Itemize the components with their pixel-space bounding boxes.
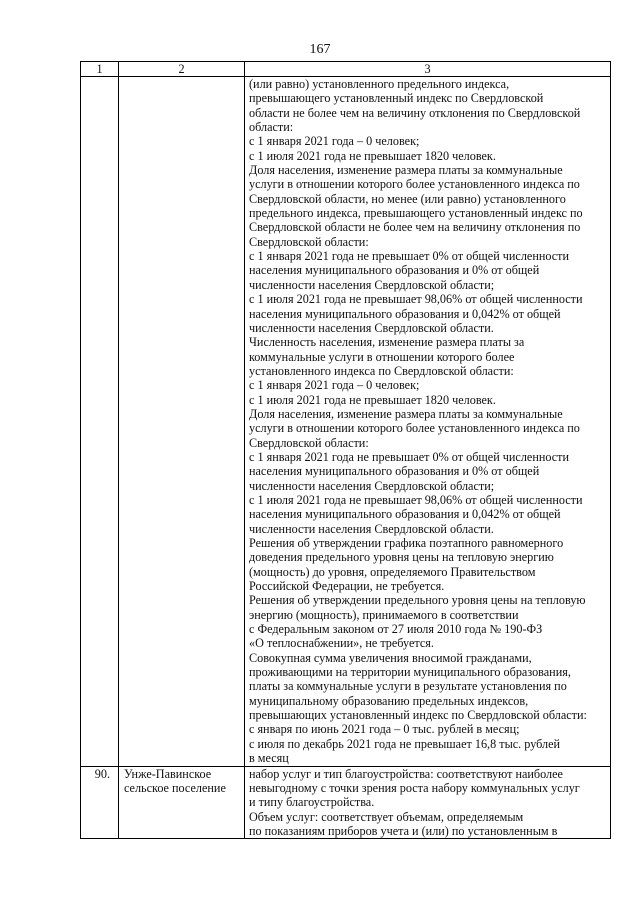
text-line: Унже-Павинское <box>124 766 212 781</box>
text-line: численности населения Свердловской области; <box>249 478 495 493</box>
text-line: Доля населения, изменение размера платы за коммунальные <box>249 406 563 421</box>
text-line: Совокупная сумма увеличения вносимой гражданами, <box>249 650 532 665</box>
text-line: с 1 июля 2021 года не превышает 1820 человек. <box>249 148 496 163</box>
text-line: населения муниципального образования и 0% от общей <box>249 464 540 479</box>
header-col-2: 2 <box>119 62 245 77</box>
text-line: с 1 июля 2021 года не превышает 1820 человек. <box>249 392 496 407</box>
text-line: Решения об утверждении предельного уровня цены на тепловую <box>249 593 586 608</box>
text-line: численности населения Свердловской области. <box>249 521 494 536</box>
text-line: превышающего установленный индекс по Свердловской <box>249 91 544 106</box>
text-line: Численность населения, изменение размера платы за <box>249 335 525 350</box>
text-line: проживающими на территории муниципального образования, <box>249 665 571 680</box>
text-line: численности населения Свердловской области. <box>249 320 494 335</box>
text-line: населения муниципального образования и 0% от общей <box>249 263 540 278</box>
text-line: с января по июнь 2021 года – 0 тыс. рублей в месяц; <box>249 722 520 737</box>
table-row-90 <box>81 766 611 839</box>
text-line: набор услуг и тип благоустройства: соответствуют наиболее <box>249 766 563 781</box>
text-line: Свердловской области: <box>249 234 369 249</box>
text-line: с 1 января 2021 года – 0 человек; <box>249 378 420 393</box>
text-line: с июля по декабрь 2021 года не превышает 16,8 тыс. рублей <box>249 736 561 751</box>
municipality-name-cell <box>119 766 245 839</box>
text-line: (или равно) установленного предельного индекса, <box>249 77 510 91</box>
text-line: установленного индекса по Свердловской области: <box>249 363 514 378</box>
text-line: (мощность) до уровня, определяемого Правительством <box>249 564 536 579</box>
text-line: услуги в отношении которого более установленного индекса по <box>249 177 580 192</box>
row-number-cell: 90. <box>81 766 119 839</box>
text-line: платы за коммунальные услуги в результате установления по <box>249 679 567 694</box>
text-line: Свердловской области, но менее (или равно) установленного <box>249 191 566 206</box>
text-line: невыгодному с точки зрения роста набору коммунальных услуг <box>249 780 580 795</box>
text-line: Объем услуг: соответствует объемам, определяемым <box>249 809 524 824</box>
text-line: численности населения Свердловской области; <box>249 277 495 292</box>
text-line: и типу благоустройства. <box>249 795 375 810</box>
text-line: с 1 января 2021 года не превышает 0% от общей численности <box>249 249 570 264</box>
table-row-continued <box>81 77 611 767</box>
text-line: населения муниципального образования и 0,042% от общей <box>249 507 561 522</box>
text-line: муниципальному образованию предельных индексов, <box>249 693 529 708</box>
text-line: «О теплоснабжении», не требуется. <box>249 636 434 651</box>
text-line: коммунальные услуги в отношении которого более <box>249 349 515 364</box>
header-col-1: 1 <box>81 62 119 77</box>
text-line: доведения предельного уровня цены на тепловую энергию <box>249 550 554 565</box>
text-line: в месяц <box>249 751 289 766</box>
table-header-row <box>81 62 611 77</box>
description-cell <box>245 766 611 839</box>
text-line: с 1 июля 2021 года не превышает 98,06% от общей численности <box>249 292 583 307</box>
description-cell <box>245 77 611 767</box>
page-number: 167 <box>309 42 331 57</box>
text-line: с Федеральным законом от 27 июля 2010 года № 190-ФЗ <box>249 622 543 637</box>
text-line: Доля населения, изменение размера платы за коммунальные <box>249 163 563 178</box>
text-line: сельское поселение <box>124 780 226 795</box>
header-col-3: 3 <box>245 62 611 77</box>
text-line: с 1 января 2021 года не превышает 0% от общей численности <box>249 449 570 464</box>
municipality-name-cell <box>119 77 245 767</box>
text-line: превышающих установленный индекс по Свердловской области: <box>249 708 587 723</box>
text-line: области не более чем на величину отклонения по Свердловской <box>249 105 581 120</box>
text-line: области: <box>249 120 294 135</box>
text-line: с 1 января 2021 года – 0 человек; <box>249 134 420 149</box>
text-line: с 1 июля 2021 года не превышает 98,06% от общей численности <box>249 492 583 507</box>
text-line: по показаниям приборов учета и (или) по установленным в <box>249 823 558 838</box>
data-table <box>80 61 611 839</box>
text-line: предельного индекса, превышающего установленный индекс по <box>249 206 583 221</box>
row-number-cell <box>81 77 119 767</box>
text-line: энергию (мощность), принимаемого в соответствии <box>249 607 519 622</box>
text-line: Свердловской области: <box>249 435 369 450</box>
text-line: услуги в отношении которого более установленного индекса по <box>249 421 580 436</box>
text-line: населения муниципального образования и 0,042% от общей <box>249 306 561 321</box>
text-line: Российской Федерации, не требуется. <box>249 579 445 594</box>
text-line: Свердловской области не более чем на величину отклонения по <box>249 220 581 235</box>
text-line: Решения об утверждении графика поэтапного равномерного <box>249 536 564 550</box>
